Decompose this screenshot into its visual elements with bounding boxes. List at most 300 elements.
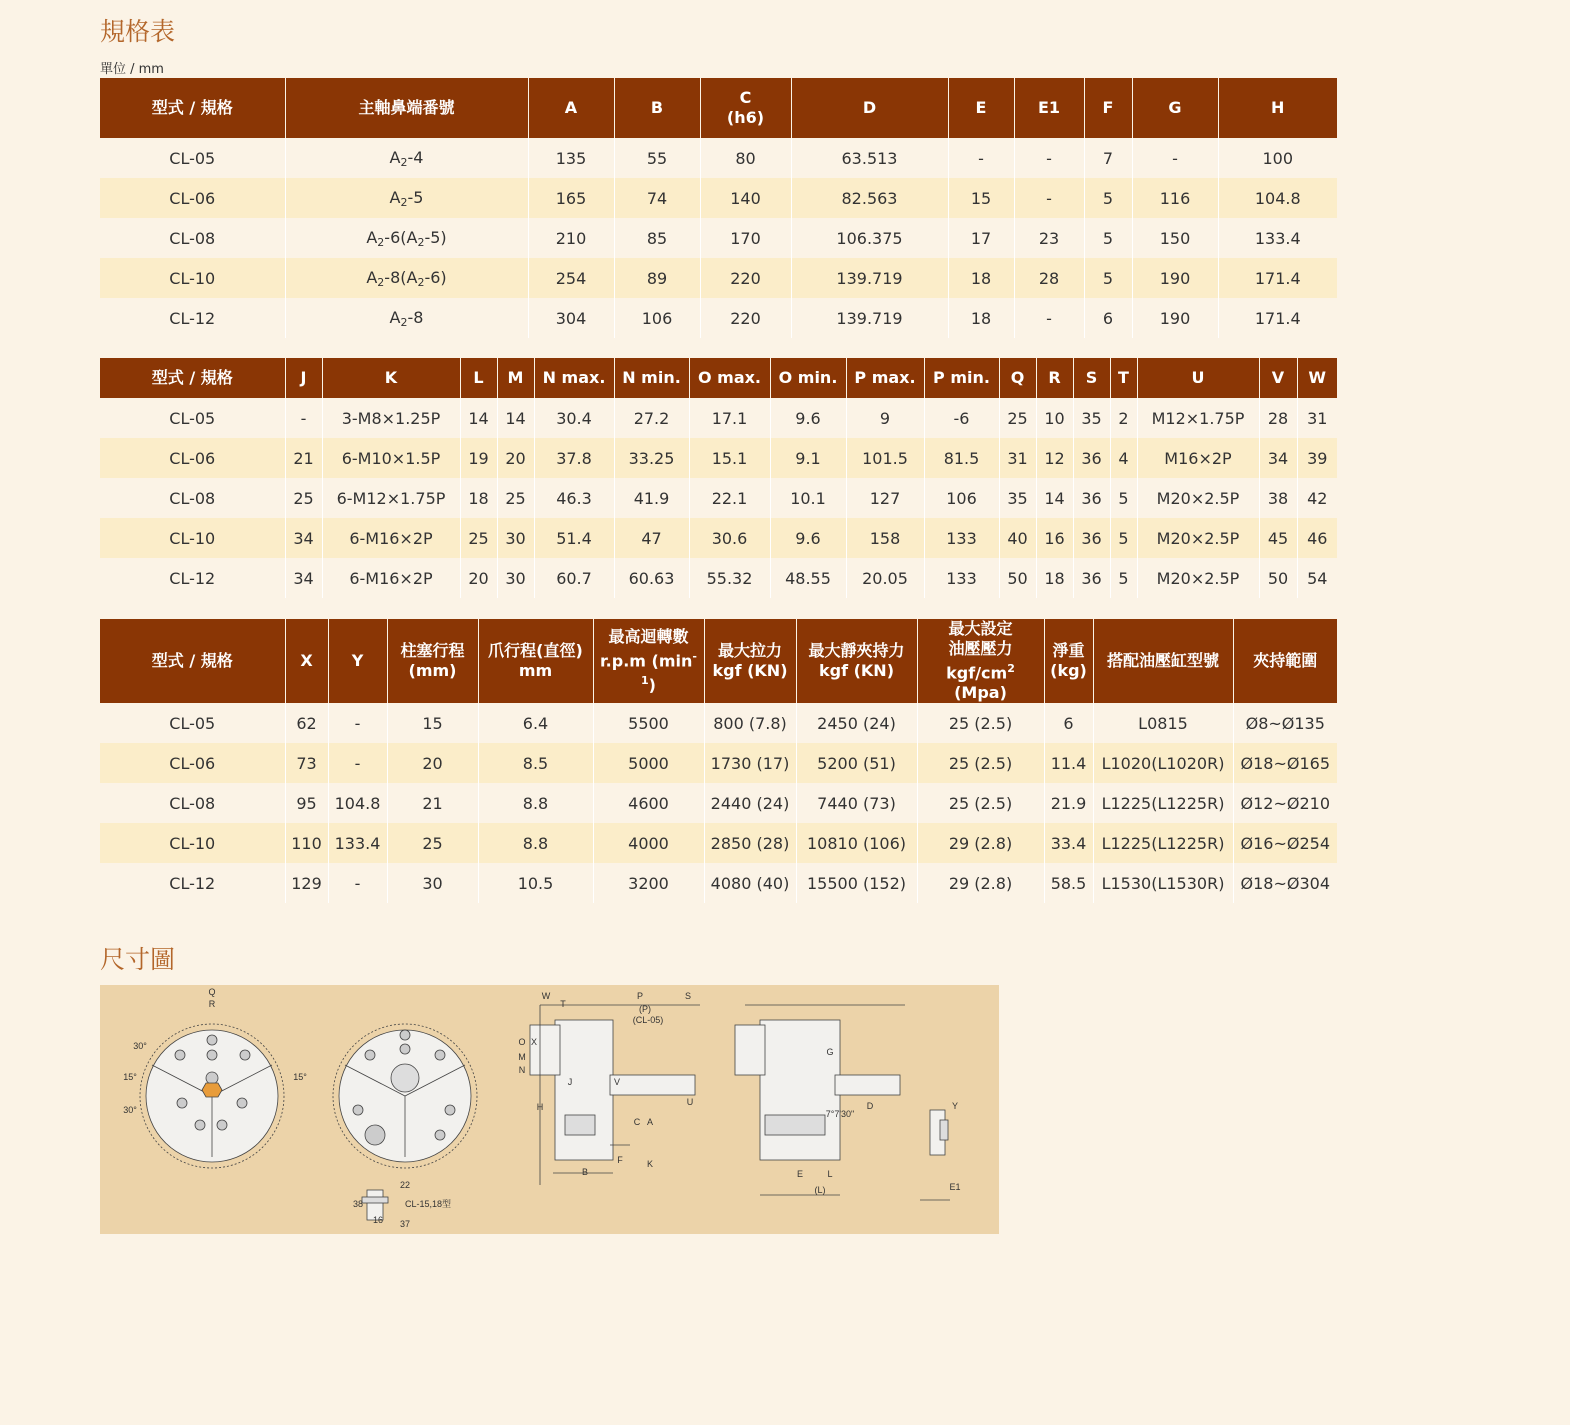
table-cell: L1225(L1225R): [1093, 823, 1233, 863]
drawing-label: 7°7'30": [825, 1109, 855, 1119]
nose-part: A: [389, 307, 401, 327]
col-header-line: 夾持範圍: [1253, 651, 1318, 671]
table-cell: 2440 (24): [704, 783, 796, 823]
col-header: J: [285, 358, 322, 398]
col-header: N min.: [614, 358, 689, 398]
table-cell: 100: [1218, 138, 1337, 178]
col-header-line: (h6): [726, 108, 765, 127]
col-header: A: [528, 78, 614, 138]
table-cell: 21: [387, 783, 478, 823]
col-header: [387, 619, 478, 703]
col-header: [700, 78, 791, 138]
table-cell: 190: [1132, 258, 1218, 298]
table-cell: 55: [614, 138, 700, 178]
col-header-sup: 2: [1007, 662, 1015, 675]
col-header: O max.: [689, 358, 770, 398]
table-cell: M16×2P: [1137, 438, 1259, 478]
table-cell: 25 (2.5): [917, 743, 1044, 783]
table-cell: 47: [614, 518, 689, 558]
table-cell: 30: [497, 558, 534, 598]
drawing-label: O: [518, 1037, 526, 1047]
table-row: [100, 743, 1337, 783]
table-cell: 6-M16×2P: [322, 518, 460, 558]
table-row: [100, 138, 1337, 178]
table-cell: 170: [700, 218, 791, 258]
table-cell: 18: [460, 478, 497, 518]
nose-part: -: [407, 307, 414, 327]
col-header-line: 爪行程(直徑): [488, 641, 583, 661]
drawing-label: 22: [399, 1180, 411, 1190]
drawing-label: CL-15,18型: [404, 1199, 452, 1209]
drawing-label: (CL-05): [632, 1015, 664, 1025]
nose-part: 2: [400, 195, 408, 209]
col-header: N max.: [534, 358, 614, 398]
col-header: [1093, 619, 1233, 703]
drawing-label: R: [208, 999, 216, 1009]
nose-part: 6(: [390, 227, 407, 247]
col-header: S: [1073, 358, 1110, 398]
spec-title: 規格表: [100, 17, 176, 46]
table-cell: 5200 (51): [796, 743, 917, 783]
nose-part: -: [384, 267, 391, 287]
table-cell: 104.8: [328, 783, 387, 823]
table-cell: 8.5: [478, 743, 593, 783]
drawing-label: L: [827, 1169, 833, 1179]
table-cell: 106.375: [791, 218, 948, 258]
table-cell: 171.4: [1218, 298, 1337, 338]
table-cell: 5500: [593, 703, 704, 743]
table-cell: 25: [387, 823, 478, 863]
table-cell: 18: [1036, 558, 1073, 598]
drawing-label: 15°: [123, 1072, 137, 1082]
unit-label: 單位 / mm: [100, 62, 164, 77]
table-cell: -: [1014, 178, 1084, 218]
table-cell: 6: [1044, 703, 1093, 743]
dimension-title: 尺寸圖: [100, 945, 176, 974]
table-cell: CL-10: [100, 823, 285, 863]
table-row: [100, 298, 1337, 338]
table-cell: 11.4: [1044, 743, 1093, 783]
drawing-svg: [100, 985, 999, 1234]
drawing-label: Y: [951, 1101, 959, 1111]
table-cell: 15: [948, 178, 1014, 218]
table-cell: -: [1014, 298, 1084, 338]
drawing-label: (L): [814, 1185, 826, 1195]
table-cell: 30.4: [534, 398, 614, 438]
table-cell: 6.4: [478, 703, 593, 743]
col-header: Q: [999, 358, 1036, 398]
table-cell: 6-M10×1.5P: [322, 438, 460, 478]
col-header-line: Y: [351, 651, 364, 671]
table-cell: 165: [528, 178, 614, 218]
table-cell: 95: [285, 783, 328, 823]
table-cell: CL-08: [100, 783, 285, 823]
table-cell: 25 (2.5): [917, 703, 1044, 743]
table-row: [100, 398, 1337, 438]
col-header-line: 最高迴轉數: [608, 626, 689, 646]
table-row: [100, 783, 1337, 823]
table-cell: 17.1: [689, 398, 770, 438]
table-cell: 190: [1132, 298, 1218, 338]
table-cell: 304: [528, 298, 614, 338]
table-cell: -: [328, 743, 387, 783]
col-header-line: r.p.m (min: [600, 651, 693, 671]
table-cell: 5: [1110, 558, 1137, 598]
table-cell: M20×2.5P: [1137, 518, 1259, 558]
table-cell: 34: [285, 558, 322, 598]
table-cell: 220: [700, 258, 791, 298]
table-cell: 50: [999, 558, 1036, 598]
table-cell: Ø8~Ø135: [1233, 703, 1337, 743]
drawing-label: S: [684, 991, 692, 1001]
table-cell: 4080 (40): [704, 863, 796, 903]
col-header: [796, 619, 917, 703]
drawing-label: N: [518, 1065, 526, 1075]
table-cell: 171.4: [1218, 258, 1337, 298]
table-cell: 9: [846, 398, 924, 438]
table-cell: 133: [924, 558, 999, 598]
table-cell: 36: [1073, 438, 1110, 478]
table-cell: 41.9: [614, 478, 689, 518]
table-cell: CL-06: [100, 178, 285, 218]
table-cell: 133.4: [1218, 218, 1337, 258]
table-cell: 21.9: [1044, 783, 1093, 823]
col-header: V: [1259, 358, 1297, 398]
table-cell: 2: [1110, 398, 1137, 438]
table-cell: 5: [1084, 218, 1132, 258]
table-cell: 17: [948, 218, 1014, 258]
table-cell: 106: [924, 478, 999, 518]
table-cell: 101.5: [846, 438, 924, 478]
col-header: P max.: [846, 358, 924, 398]
col-header-line: 最大設定: [948, 619, 1013, 638]
table-cell: 20.05: [846, 558, 924, 598]
col-header: [593, 619, 704, 703]
table-cell: 110: [285, 823, 328, 863]
table-cell: 10810 (106): [796, 823, 917, 863]
table-cell: 1730 (17): [704, 743, 796, 783]
drawing-label: (P): [639, 1004, 651, 1014]
nose-part: -: [407, 147, 414, 167]
table-cell: 5: [1110, 478, 1137, 518]
drawing-label: 30°: [133, 1041, 147, 1051]
col-header: E: [948, 78, 1014, 138]
table-cell: 37.8: [534, 438, 614, 478]
nose-part: 2: [377, 275, 385, 289]
nose-part: -6): [424, 267, 447, 287]
table-cell: 5: [1084, 178, 1132, 218]
table-row: [100, 478, 1337, 518]
table-cell: 2850 (28): [704, 823, 796, 863]
col-header-line: mm: [518, 661, 553, 681]
col-header: [285, 619, 328, 703]
table-row: [100, 258, 1337, 298]
table-cell: 33.25: [614, 438, 689, 478]
table-cell: 15: [387, 703, 478, 743]
col-header: [917, 619, 1044, 703]
table-cell: 28: [1259, 398, 1297, 438]
table-cell: Ø12~Ø210: [1233, 783, 1337, 823]
col-header: 主軸鼻端番號: [285, 78, 528, 138]
nose-part: 8(: [390, 267, 407, 287]
table-cell: 150: [1132, 218, 1218, 258]
col-header: [1044, 619, 1093, 703]
table-cell: 127: [846, 478, 924, 518]
table-header-row: [100, 619, 1337, 703]
table-cell: 29 (2.8): [917, 823, 1044, 863]
col-header: 型式 / 規格: [100, 358, 285, 398]
table-cell: -: [1014, 138, 1084, 178]
drawing-label: 37: [399, 1219, 411, 1229]
drawing-label: C: [633, 1117, 641, 1127]
table-cell: 30: [387, 863, 478, 903]
table-cell: 6-M16×2P: [322, 558, 460, 598]
drawing-label: 38: [352, 1199, 364, 1209]
table-cell: 25: [460, 518, 497, 558]
col-header-sup: -1: [641, 649, 697, 688]
col-header-line: (Mpa): [954, 683, 1007, 703]
table-cell: 35: [999, 478, 1036, 518]
table-cell: 31: [999, 438, 1036, 478]
table-cell: 25: [999, 398, 1036, 438]
table-cell: -6: [924, 398, 999, 438]
col-header: [1233, 619, 1337, 703]
table-cell: CL-05: [100, 138, 285, 178]
nose-part: 8: [413, 307, 424, 327]
table-cell: -: [1132, 138, 1218, 178]
table-cell: M12×1.75P: [1137, 398, 1259, 438]
table-cell: 74: [614, 178, 700, 218]
col-header: [100, 619, 285, 703]
table-cell: L1225(L1225R): [1093, 783, 1233, 823]
spindle-nose-cell: [285, 218, 528, 258]
table-cell: 35: [1073, 398, 1110, 438]
table-cell: 80: [700, 138, 791, 178]
table-cell: 31: [1297, 398, 1337, 438]
table-cell: 12: [1036, 438, 1073, 478]
nose-part: A: [389, 187, 401, 207]
table-cell: 63.513: [791, 138, 948, 178]
table-cell: 50: [1259, 558, 1297, 598]
nose-part: 2: [377, 235, 385, 249]
nose-part: 2: [400, 315, 408, 329]
table-cell: 51.4: [534, 518, 614, 558]
table-row: [100, 518, 1337, 558]
table-cell: 34: [285, 518, 322, 558]
table-cell: Ø18~Ø165: [1233, 743, 1337, 783]
table-cell: 4: [1110, 438, 1137, 478]
table-cell: 45: [1259, 518, 1297, 558]
table-cell: 8.8: [478, 823, 593, 863]
table-cell: 116: [1132, 178, 1218, 218]
col-header: H: [1218, 78, 1337, 138]
drawing-label: W: [541, 991, 551, 1001]
table-cell: 58.5: [1044, 863, 1093, 903]
table-cell: 5000: [593, 743, 704, 783]
table-cell: 46.3: [534, 478, 614, 518]
spindle-nose-cell: [285, 298, 528, 338]
drawing-label: M: [518, 1052, 526, 1062]
col-header-line: 最大靜夾持力: [808, 641, 905, 661]
spec-table-1: [100, 78, 1337, 338]
col-header: F: [1084, 78, 1132, 138]
table-cell: 6-M12×1.75P: [322, 478, 460, 518]
table-cell: 89: [614, 258, 700, 298]
table-cell: 10.1: [770, 478, 846, 518]
col-header: O min.: [770, 358, 846, 398]
table-cell: 54: [1297, 558, 1337, 598]
table-cell: L0815: [1093, 703, 1233, 743]
table-cell: 5: [1084, 258, 1132, 298]
table-cell: CL-06: [100, 438, 285, 478]
table-cell: 33.4: [1044, 823, 1093, 863]
table-cell: 9.1: [770, 438, 846, 478]
table-cell: 42: [1297, 478, 1337, 518]
nose-part: -: [407, 187, 414, 207]
spec-table-3: [100, 619, 1337, 903]
table-cell: L1530(L1530R): [1093, 863, 1233, 903]
drawing-label: G: [826, 1047, 834, 1057]
nose-part: 4: [413, 147, 424, 167]
table-cell: 139.719: [791, 258, 948, 298]
table-header-row: [100, 78, 1337, 138]
table-cell: 36: [1073, 558, 1110, 598]
col-header: T: [1110, 358, 1137, 398]
table-cell: CL-12: [100, 863, 285, 903]
table-cell: 6: [1084, 298, 1132, 338]
table-cell: 15.1: [689, 438, 770, 478]
table-cell: 16: [1036, 518, 1073, 558]
table-cell: 220: [700, 298, 791, 338]
table-cell: CL-05: [100, 398, 285, 438]
table-cell: -: [948, 138, 1014, 178]
table-cell: 139.719: [791, 298, 948, 338]
table-cell: 2450 (24): [796, 703, 917, 743]
col-header: M: [497, 358, 534, 398]
table-cell: 30: [497, 518, 534, 558]
table-cell: 210: [528, 218, 614, 258]
nose-part: -5): [424, 227, 447, 247]
drawing-label: D: [866, 1101, 874, 1111]
table-cell: 135: [528, 138, 614, 178]
drawing-label: 30°: [123, 1105, 137, 1115]
table-cell: 19: [460, 438, 497, 478]
table-cell: Ø18~Ø304: [1233, 863, 1337, 903]
col-header: B: [614, 78, 700, 138]
col-header-line: ): [648, 675, 656, 695]
table-cell: CL-06: [100, 743, 285, 783]
col-header: K: [322, 358, 460, 398]
table-cell: 81.5: [924, 438, 999, 478]
col-header-line: (kg): [1050, 661, 1087, 681]
table-cell: Ø16~Ø254: [1233, 823, 1337, 863]
table-row: [100, 863, 1337, 903]
nose-part: A: [389, 147, 401, 167]
table-cell: 39: [1297, 438, 1337, 478]
col-header-line: kgf (KN): [712, 661, 788, 681]
table-cell: 18: [948, 298, 1014, 338]
table-cell: 15500 (152): [796, 863, 917, 903]
table-cell: 62: [285, 703, 328, 743]
col-header-line: 油壓壓力: [948, 639, 1013, 658]
table-cell: 20: [497, 438, 534, 478]
drawing-label: Q: [208, 987, 216, 997]
table-cell: M20×2.5P: [1137, 478, 1259, 518]
table-cell: 25 (2.5): [917, 783, 1044, 823]
table-cell: 60.63: [614, 558, 689, 598]
table-cell: 3-M8×1.25P: [322, 398, 460, 438]
table-row: [100, 218, 1337, 258]
table-cell: 10.5: [478, 863, 593, 903]
col-header: R: [1036, 358, 1073, 398]
table-cell: 85: [614, 218, 700, 258]
table-cell: 10: [1036, 398, 1073, 438]
table-cell: 25: [285, 478, 322, 518]
col-header: [704, 619, 796, 703]
table-cell: 3200: [593, 863, 704, 903]
drawing-label: V: [613, 1077, 621, 1087]
table-cell: 133: [924, 518, 999, 558]
col-header-line: C: [739, 88, 752, 107]
table-cell: 60.7: [534, 558, 614, 598]
drawing-label: K: [646, 1159, 654, 1169]
table-cell: -: [285, 398, 322, 438]
table-cell: CL-10: [100, 258, 285, 298]
col-header: E1: [1014, 78, 1084, 138]
table-cell: -: [328, 863, 387, 903]
drawing-label: F: [617, 1155, 623, 1165]
col-header-line: 淨重: [1052, 641, 1085, 661]
col-header: P min.: [924, 358, 999, 398]
table-cell: -: [328, 703, 387, 743]
table-cell: 48.55: [770, 558, 846, 598]
nose-part: 2: [417, 275, 425, 289]
col-header: [478, 619, 593, 703]
table-cell: 9.6: [770, 518, 846, 558]
table-row: [100, 823, 1337, 863]
table-cell: 800 (7.8): [704, 703, 796, 743]
table-cell: 38: [1259, 478, 1297, 518]
drawing-label: 16: [372, 1215, 384, 1225]
col-header-line: kgf/cm: [946, 663, 1008, 683]
table-cell: 55.32: [689, 558, 770, 598]
spindle-nose-cell: [285, 258, 528, 298]
nose-part: A: [366, 267, 378, 287]
table-cell: 28: [1014, 258, 1084, 298]
table-cell: CL-08: [100, 478, 285, 518]
table-row: [100, 438, 1337, 478]
col-header-line: 搭配油壓缸型號: [1106, 651, 1219, 671]
nose-part: 2: [417, 235, 425, 249]
nose-part: 5: [413, 187, 424, 207]
dimension-drawing: [100, 985, 999, 1234]
spindle-nose-cell: [285, 178, 528, 218]
drawing-label: P: [636, 991, 644, 1001]
table-cell: CL-12: [100, 558, 285, 598]
table-cell: 73: [285, 743, 328, 783]
table-cell: 4000: [593, 823, 704, 863]
table-cell: 7440 (73): [796, 783, 917, 823]
table-cell: 23: [1014, 218, 1084, 258]
table-cell: CL-12: [100, 298, 285, 338]
table-cell: 133.4: [328, 823, 387, 863]
table-cell: 21: [285, 438, 322, 478]
table-cell: 254: [528, 258, 614, 298]
table-cell: CL-08: [100, 218, 285, 258]
col-header-line: 型式 / 規格: [151, 651, 233, 671]
drawing-label: H: [536, 1102, 544, 1112]
col-header-line: kgf (KN): [818, 661, 895, 681]
